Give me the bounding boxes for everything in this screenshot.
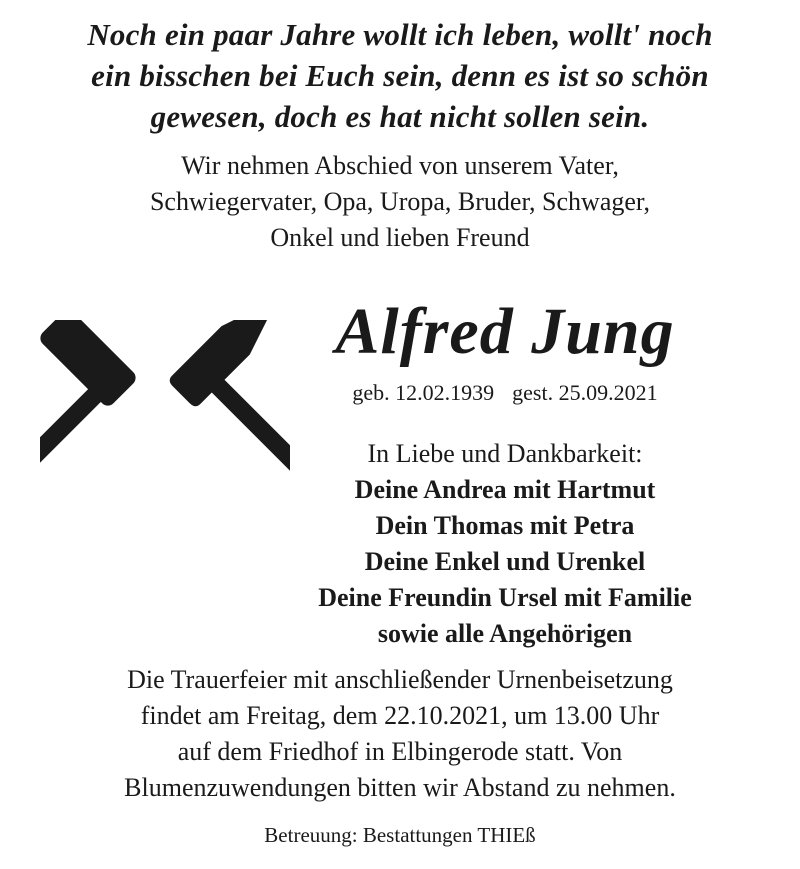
mourner-name: sowie alle Angehörigen: [377, 619, 633, 648]
service-line: Blumenzuwendungen bitten wir Abstand zu nehmen.: [124, 773, 676, 802]
service-line: Die Trauerfeier mit anschließender Urnenbeisetzung: [127, 665, 673, 694]
poem-verse: [0, 14, 800, 137]
service-details: [0, 662, 800, 806]
mourners-list: [270, 436, 740, 652]
poem-line: ein bisschen bei Euch sein, denn es ist so schön: [91, 58, 709, 93]
poem-line: gewesen, doch es hat nicht sollen sein.: [150, 99, 650, 134]
mourner-name: Deine Freundin Ursel mit Familie: [318, 583, 692, 612]
farewell-line: Onkel und lieben Freund: [270, 223, 530, 252]
service-line: auf dem Friedhof in Elbingerode statt. Von: [177, 737, 623, 766]
death-date: gest. 25.09.2021: [512, 380, 658, 405]
funeral-home-credit: Betreuung: Bestattungen THIEß: [264, 823, 536, 847]
mourners-intro: In Liebe und Dankbarkeit:: [367, 439, 643, 468]
service-line: findet am Freitag, dem 22.10.2021, um 13.00 Uhr: [140, 701, 660, 730]
mourner-name: Deine Andrea mit Hartmut: [354, 475, 656, 504]
farewell-text: [0, 148, 800, 256]
mourner-name: Deine Enkel und Urenkel: [364, 547, 646, 576]
farewell-line: Schwiegervater, Opa, Uropa, Bruder, Schwager,: [149, 187, 651, 216]
life-dates: [300, 378, 710, 408]
birth-date: geb. 12.02.1939: [352, 380, 495, 405]
farewell-line: Wir nehmen Abschied von unserem Vater,: [181, 151, 619, 180]
deceased-name: Alfred Jung: [335, 295, 675, 368]
poem-line: Noch ein paar Jahre wollt ich leben, wollt' noch: [87, 17, 713, 52]
mourner-name: Dein Thomas mit Petra: [375, 511, 635, 540]
crossed-hammers-icon: [40, 320, 290, 545]
